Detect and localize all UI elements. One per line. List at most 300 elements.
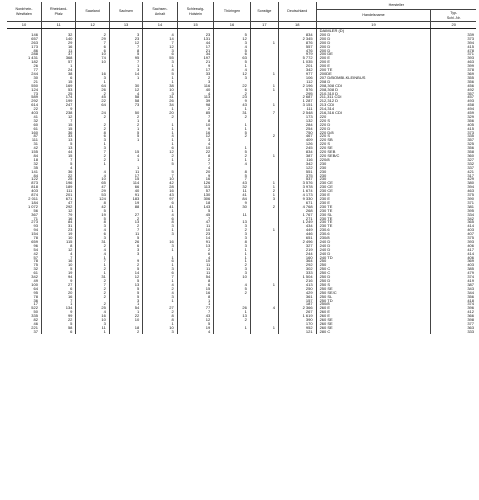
count-cell: 1 [214, 158, 251, 162]
count-cell: 36 [41, 131, 75, 135]
model-name-cell: 200 D [316, 37, 431, 41]
count-cell: 1 [143, 279, 177, 283]
count-cell: 3 [76, 224, 109, 228]
model-name-cell: 208,308 D [316, 88, 431, 92]
count-cell: 413 [278, 283, 316, 287]
count-cell: 87 [7, 134, 41, 138]
count-cell: 2 [214, 134, 251, 138]
count-cell: 8 [41, 244, 75, 248]
count-cell: 2 [177, 107, 214, 111]
count-cell: 2 [177, 158, 214, 162]
model-name-cell: 230 TE [316, 209, 431, 213]
count-cell: 10 [76, 318, 109, 322]
type-key-cell: 356 [467, 146, 474, 151]
count-cell: 56 [7, 209, 41, 213]
count-cell: 3 [143, 232, 177, 236]
count-cell: 78 [7, 295, 41, 299]
count-cell: 1 [76, 256, 109, 260]
type-key-cell: 396 [467, 306, 474, 311]
count-cell: 13 [177, 244, 214, 248]
type-key-cell: 380 [467, 181, 474, 186]
count-cell: 5 [177, 209, 214, 213]
count-cell: 18 [7, 158, 41, 162]
count-cell: 15 [41, 154, 75, 158]
count-cell: 3 [143, 244, 177, 248]
count-cell: 1 [76, 80, 109, 84]
type-key-cell: 398 [467, 318, 474, 322]
count-cell: 7 [76, 150, 109, 154]
count-cell: 7 [109, 60, 142, 64]
count-cell: 10 [177, 123, 214, 127]
count-cell: 6 [143, 52, 177, 56]
count-cell: 197 [177, 56, 214, 60]
type-key-cell: 355 [467, 75, 474, 80]
count-cell: 42 [143, 181, 177, 185]
count-cell: 8 [177, 295, 214, 299]
count-cell: 8 [177, 119, 214, 123]
count-cell: 3 [214, 267, 251, 271]
model-name-cell: 230 TE [316, 224, 431, 228]
count-cell: 16 [143, 240, 177, 244]
count-cell: 1 [250, 41, 278, 45]
model-name-cell: 250 [316, 259, 431, 263]
model-name-cell: 200 D [316, 41, 431, 45]
count-cell: 3 978 [278, 185, 316, 189]
count-cell: 20 [143, 111, 177, 115]
count-cell: 26 [7, 64, 41, 68]
count-cell: 42 [7, 252, 41, 256]
count-cell: 6 [143, 146, 177, 150]
count-cell: 8 [76, 220, 109, 224]
count-cell: 429 [278, 291, 316, 295]
count-cell: 327 [278, 244, 316, 248]
count-cell: 3 [76, 146, 109, 150]
count-cell: 247 [41, 103, 75, 107]
count-cell: 3 [143, 92, 177, 96]
type-key-cell: 358 [467, 150, 474, 154]
model-name-cell: 240 D [316, 248, 431, 252]
type-key-cell: 327 [467, 157, 474, 162]
count-cell: 6 [143, 271, 177, 275]
model-name-cell: 250 S [316, 283, 431, 287]
model-name-cell: 230 TE [316, 205, 431, 209]
count-cell: 10 [109, 318, 142, 322]
model-name-cell: 200 TE [316, 68, 431, 72]
type-key-cell: 405 [467, 122, 474, 127]
count-cell: 10 [214, 275, 251, 279]
count-cell: 25 [41, 92, 75, 96]
count-cell: 34 [143, 103, 177, 107]
count-cell: 36 [41, 170, 75, 174]
count-cell: 551 [278, 170, 316, 174]
count-cell: 23 [177, 232, 214, 236]
count-cell: 16 [41, 295, 75, 299]
count-cell: 1 [214, 259, 251, 263]
count-cell: 2 366 [278, 306, 316, 310]
count-cell: 6 [41, 330, 75, 334]
header-thueringen: Thüringen [214, 2, 251, 22]
count-cell: 1 619 [278, 314, 316, 318]
count-cell: 10 [76, 52, 109, 56]
count-cell: 2 [143, 310, 177, 314]
count-cell: 8 [214, 170, 251, 174]
count-cell: 9 330 [278, 197, 316, 201]
column-number: 16 [214, 22, 251, 29]
count-cell: 1 [143, 107, 177, 111]
model-name-cell: 260 E [316, 314, 431, 318]
model-name-cell: 260 E [316, 310, 431, 314]
count-cell: 174 [41, 95, 75, 99]
count-cell: 1 [76, 271, 109, 275]
count-cell: 2 [76, 244, 109, 248]
header-typ-schl-nr: Typ- Schl.-Nr. [431, 10, 476, 22]
model-name-cell: 200DE [316, 72, 431, 76]
count-cell: 522 [7, 306, 41, 310]
count-cell: 2 [109, 217, 142, 221]
count-cell: 2 [250, 205, 278, 209]
count-cell: 2 [76, 279, 109, 283]
count-cell: 169 [41, 84, 75, 88]
count-cell: 2 [109, 330, 142, 334]
count-cell: 1 [250, 326, 278, 330]
count-cell: 134 [41, 306, 75, 310]
count-cell: 11 [177, 267, 214, 271]
count-cell: 10 [177, 146, 214, 150]
count-cell: 1 [214, 248, 251, 252]
count-cell: 1 [214, 146, 251, 150]
count-cell: 12 [143, 150, 177, 154]
count-cell: 10 [143, 177, 177, 181]
type-key-cell: 369 [467, 259, 474, 264]
type-key-cell: 394 [467, 40, 474, 45]
model-name-cell: 250 SL [316, 295, 431, 299]
type-key-cell: 403 [467, 263, 474, 268]
count-cell: 97 [143, 197, 177, 201]
count-cell: 3 [214, 244, 251, 248]
model-name-cell: 250 SE [316, 287, 431, 291]
type-key-cell: 479 [467, 271, 474, 276]
model-name-cell: 211,311 CDI [316, 95, 431, 99]
count-cell: 1 [214, 64, 251, 68]
type-key-cell: 374 [467, 275, 474, 279]
count-cell: 8 [76, 131, 109, 135]
count-cell: 31 [214, 111, 251, 115]
count-cell: 22 [76, 99, 109, 103]
count-cell: 342 [278, 68, 316, 72]
count-cell: 23 [41, 228, 75, 232]
count-cell: 387 [278, 154, 316, 158]
count-cell: 40 [109, 189, 142, 193]
count-cell: 11 [109, 170, 142, 174]
count-cell: 183 [109, 197, 142, 201]
count-cell: 12 [177, 134, 214, 138]
count-cell: 19 [41, 232, 75, 236]
count-cell: 15 [109, 150, 142, 154]
model-name-cell: 230 [316, 162, 431, 166]
count-cell: 9 [214, 99, 251, 103]
count-cell: 1 [214, 256, 251, 260]
count-cell: 6 [143, 217, 177, 221]
count-cell: 53 [41, 88, 75, 92]
count-cell: 29 [76, 189, 109, 193]
count-cell: 199 [41, 99, 75, 103]
count-cell: 467 [278, 134, 316, 138]
model-name-cell: 212,312 D [316, 99, 431, 103]
model-name-cell: 220 D [316, 127, 431, 131]
count-cell: 58 [109, 99, 142, 103]
count-cell: 1 [143, 64, 177, 68]
count-cell: 1 [109, 119, 142, 123]
count-cell: 557 [278, 45, 316, 49]
type-key-cell: 334 [467, 212, 474, 217]
count-cell: 9 [177, 174, 214, 178]
count-cell: 140 [41, 37, 75, 41]
count-cell: 4 173 [278, 193, 316, 197]
count-cell: 160 [278, 256, 316, 260]
type-key-cell: 415 [467, 44, 474, 49]
count-cell: 8 [143, 314, 177, 318]
count-cell: 5 [109, 287, 142, 291]
count-cell: 43 [214, 103, 251, 107]
model-name-cell: 230 [316, 174, 431, 178]
count-cell: 1 [109, 158, 142, 162]
count-cell: 12 [143, 45, 177, 49]
count-cell: 2 [143, 287, 177, 291]
count-cell: 13 [109, 283, 142, 287]
count-cell: 16 [143, 189, 177, 193]
count-cell: 12 [109, 275, 142, 279]
count-cell: 16 [76, 314, 109, 318]
count-cell: 537 [278, 177, 316, 181]
count-cell: 73 [7, 92, 41, 96]
count-cell: 1 [214, 123, 251, 127]
type-key-cell: 414 [467, 251, 474, 256]
count-cell: 3 [143, 49, 177, 53]
count-cell [250, 330, 278, 334]
count-cell: 30 [7, 76, 41, 80]
type-key-cell: 418 [467, 298, 474, 303]
count-cell: 18 [109, 326, 142, 330]
count-cell: 3 [109, 68, 142, 72]
model-name-cell: 230.6 [316, 232, 431, 236]
count-cell: 14 [109, 72, 142, 76]
header-nordrhein-westfalen: Nordrhein- Westfalen [7, 2, 41, 22]
count-cell: 3 [177, 138, 214, 142]
count-cell: 111 [41, 189, 75, 193]
count-cell: 86 [7, 49, 41, 53]
count-cell: 6 [76, 134, 109, 138]
count-cell: 29 [76, 37, 109, 41]
count-cell: 1 [214, 107, 251, 111]
count-cell: 550 [7, 84, 41, 88]
type-key-cell: 406 [467, 255, 474, 260]
count-cell: 17 [7, 302, 41, 306]
count-cell: 7 [109, 228, 142, 232]
count-cell: 11 [177, 271, 214, 275]
count-cell: 19 [76, 213, 109, 217]
count-cell: 3 [214, 236, 251, 240]
model-name-cell: 200 E [316, 60, 431, 64]
count-cell: 30 [214, 205, 251, 209]
count-cell: 38 [143, 84, 177, 88]
type-key-cell: 459 [467, 111, 474, 115]
count-cell: 77 [7, 68, 41, 72]
model-name-cell: 220 SEB/C [316, 154, 431, 158]
count-cell: 28 [143, 185, 177, 189]
count-cell: 1 [143, 76, 177, 80]
count-cell: 6 [214, 52, 251, 56]
count-cell: 12 [109, 88, 142, 92]
type-key-cell: 478 [467, 48, 474, 53]
count-cell: 6 [41, 76, 75, 80]
count-cell: 4 [76, 228, 109, 232]
count-cell: 11 [41, 49, 75, 53]
model-name-cell: 250 D [316, 275, 431, 279]
count-cell: 4 [76, 248, 109, 252]
count-cell: 15 [41, 123, 75, 127]
count-cell: 446 [278, 232, 316, 236]
count-cell: 614 [7, 103, 41, 107]
model-name-cell: 240 D [316, 240, 431, 244]
count-cell: 2 [76, 267, 109, 271]
model-name-cell: 230 CE [316, 181, 431, 185]
model-name-cell: 230.6 [316, 228, 431, 232]
count-cell: 84 [7, 154, 41, 158]
count-cell: 3 [214, 224, 251, 228]
count-cell: 2 [214, 228, 251, 232]
model-name-cell: 220 D [316, 123, 431, 127]
count-cell: 10 [41, 236, 75, 240]
model-name-cell: 260 E [316, 306, 431, 310]
model-name-cell: 250 D [316, 279, 431, 283]
model-name-cell: 220 SB [316, 138, 431, 142]
column-number: 12 [76, 22, 109, 29]
count-cell: 3 [143, 224, 177, 228]
count-cell: 4 [214, 162, 251, 166]
count-cell: 5 [109, 236, 142, 240]
count-cell: 250 [278, 287, 316, 291]
count-cell: 1 [214, 127, 251, 131]
model-name-cell: 230 E [316, 193, 431, 197]
count-cell: 1 [143, 138, 177, 142]
type-key-cell: 403 [467, 228, 474, 233]
count-cell: 1 [250, 193, 278, 197]
count-cell: 196 [41, 181, 75, 185]
count-cell: 9 [177, 64, 214, 68]
type-key-cell: 415 [467, 126, 474, 131]
count-cell: 40 [177, 88, 214, 92]
model-name-cell: 240 D [316, 252, 431, 256]
type-key-cell: 385 [467, 267, 474, 272]
count-cell: 5 [41, 267, 75, 271]
count-cell: 54 [109, 306, 142, 310]
model-name-cell: 250 TD [316, 299, 431, 303]
count-cell: 238 [41, 111, 75, 115]
model-name-cell: 216,316 CDI [316, 111, 431, 115]
count-cell: 2 [109, 115, 142, 119]
count-cell: 2 548 [278, 111, 316, 115]
count-cell: 2 [76, 33, 109, 37]
count-cell: 306 [177, 197, 214, 201]
count-cell: 5 [214, 33, 251, 37]
type-key-cell: 371 [467, 52, 474, 57]
count-cell: 66 [109, 185, 142, 189]
count-cell: 671 [41, 197, 75, 201]
model-name-cell: 280 C [316, 330, 431, 334]
count-cell: 22 [214, 84, 251, 88]
count-cell: 30 [109, 84, 142, 88]
count-cell: 17 [177, 68, 214, 72]
type-key-cell: 333 [467, 329, 474, 334]
count-cell: 245 [278, 146, 316, 150]
column-number: 11 [41, 22, 75, 29]
header-handelsname: Handelsname [316, 10, 431, 22]
count-cell: 38 [41, 72, 75, 76]
count-cell: 64 [76, 84, 109, 88]
header-schleswig-holstein: Schleswig- Holstein [177, 2, 214, 22]
model-name-cell: 250 [316, 263, 431, 267]
count-cell: 1 [143, 142, 177, 146]
count-cell: 292 [41, 205, 75, 209]
count-cell: 2 [76, 123, 109, 127]
count-cell: 4 [143, 33, 177, 37]
count-cell: 47 [76, 185, 109, 189]
model-name-cell: 260 SE [316, 326, 431, 330]
count-cell: 834 [278, 33, 316, 37]
count-cell: 96 [7, 244, 41, 248]
model-name-cell: 220 S [316, 119, 431, 123]
count-cell: 5 [214, 150, 251, 154]
count-cell: 7 [76, 41, 109, 45]
count-cell: 375 [278, 174, 316, 178]
count-cell: 292 [7, 99, 41, 103]
count-cell: 184 [7, 201, 41, 205]
count-cell: 4 768 [278, 205, 316, 209]
count-cell: 84 [41, 220, 75, 224]
count-cell: 873 [7, 181, 41, 185]
count-cell: 9 [41, 279, 75, 283]
count-cell: 1 [177, 299, 214, 303]
type-key-cell: 375 [467, 236, 474, 240]
type-key-cell: 458 [467, 103, 474, 108]
model-name-cell: 200 D [316, 33, 431, 37]
count-cell: 15 [109, 177, 142, 181]
count-cell: 9 [41, 107, 75, 111]
count-cell: 5 [109, 295, 142, 299]
count-cell: 10 [143, 88, 177, 92]
type-key-cell: 357 [467, 91, 474, 96]
header-saarland: Saarland [76, 2, 109, 22]
count-cell: 12 [109, 41, 142, 45]
count-cell: 57 [7, 256, 41, 260]
count-cell: 16 [41, 259, 75, 263]
count-cell: 5 [214, 174, 251, 178]
count-cell: 1 504 [278, 275, 316, 279]
count-cell: 979 [278, 52, 316, 56]
count-cell: 1 [76, 162, 109, 166]
count-cell: 31 [7, 142, 41, 146]
count-cell: 11 [214, 213, 251, 217]
type-key-cell: 329 [467, 114, 474, 119]
count-cell: 449 [278, 228, 316, 232]
count-cell: 1 [143, 127, 177, 131]
model-name-cell: 220 S [316, 134, 431, 138]
count-cell: 7 [41, 158, 75, 162]
header-sachsen-anhalt: Sachsen- Anhalt [143, 2, 177, 22]
count-cell: 7 [41, 119, 75, 123]
count-cell: 263 [7, 41, 41, 45]
count-cell: 2 [177, 248, 214, 252]
